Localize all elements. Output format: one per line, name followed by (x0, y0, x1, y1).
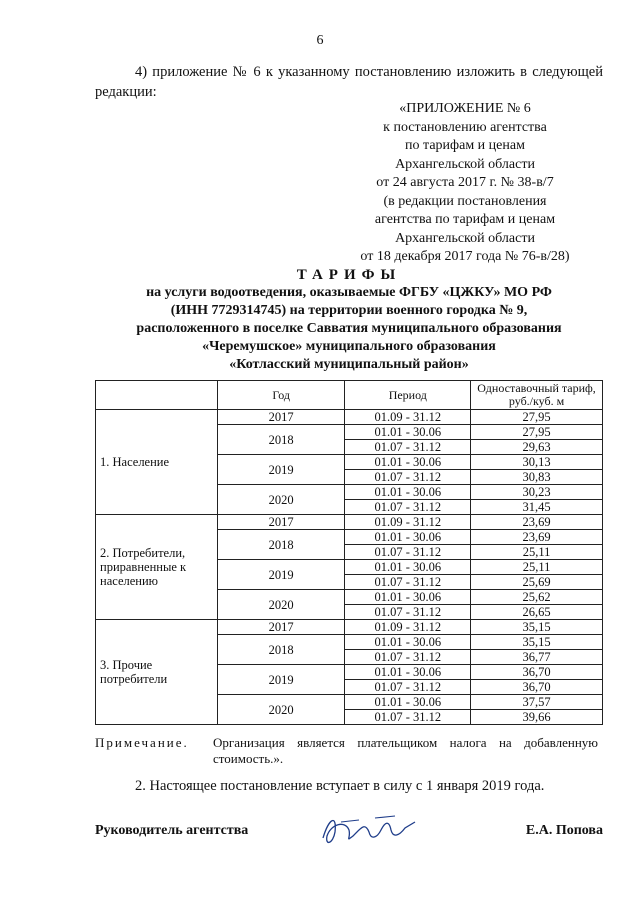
header-period: Период (345, 381, 471, 410)
appendix-line: (в редакции постановления (383, 193, 547, 209)
period-cell: 01.07 - 31.12 (345, 545, 471, 560)
period-cell: 01.01 - 30.06 (345, 665, 471, 680)
subtitle-line: расположенного в поселке Савватия муниципального образования (136, 321, 562, 336)
header-category (96, 381, 218, 410)
handwritten-signature (315, 808, 425, 853)
year-cell: 2020 (217, 590, 345, 620)
appendix-line: «ПРИЛОЖЕНИЕ № 6 (399, 101, 531, 116)
tariff-value-cell: 29,63 (471, 440, 603, 455)
document-title: ТАРИФЫ (296, 267, 402, 283)
year-cell: 2020 (217, 695, 345, 725)
period-cell: 01.01 - 30.06 (345, 560, 471, 575)
subtitle-line: (ИНН 7729314745) на территории военного городка № 9, (170, 303, 528, 318)
tariff-value-cell: 35,15 (471, 635, 603, 650)
appendix-line: от 24 августа 2017 г. № 38-в/7 (376, 175, 554, 190)
tariffs-table (95, 380, 603, 725)
tariff-value-cell: 23,69 (471, 515, 603, 530)
period-cell: 01.09 - 31.12 (345, 410, 471, 425)
period-cell: 01.01 - 30.06 (345, 590, 471, 605)
tariff-value-cell: 27,95 (471, 410, 603, 425)
note (95, 735, 603, 767)
table-row (96, 620, 603, 635)
appendix-header (340, 100, 590, 267)
period-cell: 01.07 - 31.12 (345, 605, 471, 620)
header-tariff: Одноставочный тариф, руб./куб. м (471, 381, 603, 410)
period-cell: 01.07 - 31.12 (345, 650, 471, 665)
period-cell: 01.07 - 31.12 (345, 710, 471, 725)
signature-block (95, 820, 603, 860)
paragraph-4: 4) приложение № 6 к указанному постановлению изложить в следующей редакции: (95, 64, 603, 100)
appendix-line: Архангельской области (395, 230, 535, 246)
note-label: Примечание. (95, 735, 189, 750)
signature-name: Е.А. Попова (525, 823, 603, 838)
period-cell: 01.09 - 31.12 (345, 620, 471, 635)
year-cell: 2018 (217, 635, 345, 665)
subtitle-line: «Черемушское» муниципального образования (202, 339, 496, 354)
period-cell: 01.01 - 30.06 (345, 695, 471, 710)
tariff-value-cell: 36,70 (471, 665, 603, 680)
tariff-value-cell: 36,70 (471, 680, 603, 695)
category-cell: 1. Население (96, 410, 218, 515)
period-cell: 01.01 - 30.06 (345, 635, 471, 650)
period-cell: 01.09 - 31.12 (345, 515, 471, 530)
tariff-value-cell: 30,13 (471, 455, 603, 470)
tariff-value-cell: 25,11 (471, 560, 603, 575)
note-text: Организация является плательщиком налога на добавленную стоимость.». (213, 735, 598, 766)
appendix-line: от 18 декабря 2017 года № 76-в/28) (360, 249, 570, 264)
period-cell: 01.07 - 31.12 (345, 470, 471, 485)
header-year: Год (217, 381, 345, 410)
appendix-line: по тарифам и ценам (405, 138, 525, 153)
tariff-value-cell: 30,23 (471, 485, 603, 500)
year-cell: 2017 (217, 410, 345, 425)
tariff-value-cell: 37,57 (471, 695, 603, 710)
signature-position: Руководитель агентства (95, 823, 249, 838)
period-cell: 01.07 - 31.12 (345, 440, 471, 455)
category-cell: 3. Прочие потребители (96, 620, 218, 725)
tariff-value-cell: 25,11 (471, 545, 603, 560)
tariffs-title-block (95, 266, 603, 374)
period-cell: 01.01 - 30.06 (345, 425, 471, 440)
tariff-value-cell: 35,15 (471, 620, 603, 635)
paragraph-2: 2. Настоящее постановление вступает в силу с 1 января 2019 года. (135, 778, 545, 794)
year-cell: 2019 (217, 665, 345, 695)
period-cell: 01.01 - 30.06 (345, 485, 471, 500)
table-header-row (96, 381, 603, 410)
tariff-value-cell: 31,45 (471, 500, 603, 515)
tariff-value-cell: 30,83 (471, 470, 603, 485)
page-number: 6 (316, 33, 324, 48)
period-cell: 01.07 - 31.12 (345, 680, 471, 695)
period-cell: 01.07 - 31.12 (345, 500, 471, 515)
table-row (96, 515, 603, 530)
tariff-value-cell: 25,69 (471, 575, 603, 590)
period-cell: 01.07 - 31.12 (345, 575, 471, 590)
category-cell: 2. Потребители, приравненные к населению (96, 515, 218, 620)
year-cell: 2019 (217, 455, 345, 485)
year-cell: 2018 (217, 530, 345, 560)
tariff-value-cell: 23,69 (471, 530, 603, 545)
year-cell: 2017 (217, 620, 345, 635)
appendix-line: Архангельской области (395, 156, 535, 172)
subtitle-line: на услуги водоотведения, оказываемые ФГБУ «ЦЖКУ» МО РФ (146, 285, 552, 300)
period-cell: 01.01 - 30.06 (345, 455, 471, 470)
year-cell: 2018 (217, 425, 345, 455)
period-cell: 01.01 - 30.06 (345, 530, 471, 545)
tariff-value-cell: 25,62 (471, 590, 603, 605)
year-cell: 2020 (217, 485, 345, 515)
subtitle-line: «Котласский муниципальный район» (229, 357, 469, 372)
year-cell: 2017 (217, 515, 345, 530)
tariff-value-cell: 26,65 (471, 605, 603, 620)
appendix-line: к постановлению агентства (383, 119, 547, 135)
tariff-value-cell: 39,66 (471, 710, 603, 725)
appendix-line: агентства по тарифам и ценам (374, 212, 556, 227)
table-row (96, 410, 603, 425)
year-cell: 2019 (217, 560, 345, 590)
tariff-value-cell: 27,95 (471, 425, 603, 440)
tariff-value-cell: 36,77 (471, 650, 603, 665)
